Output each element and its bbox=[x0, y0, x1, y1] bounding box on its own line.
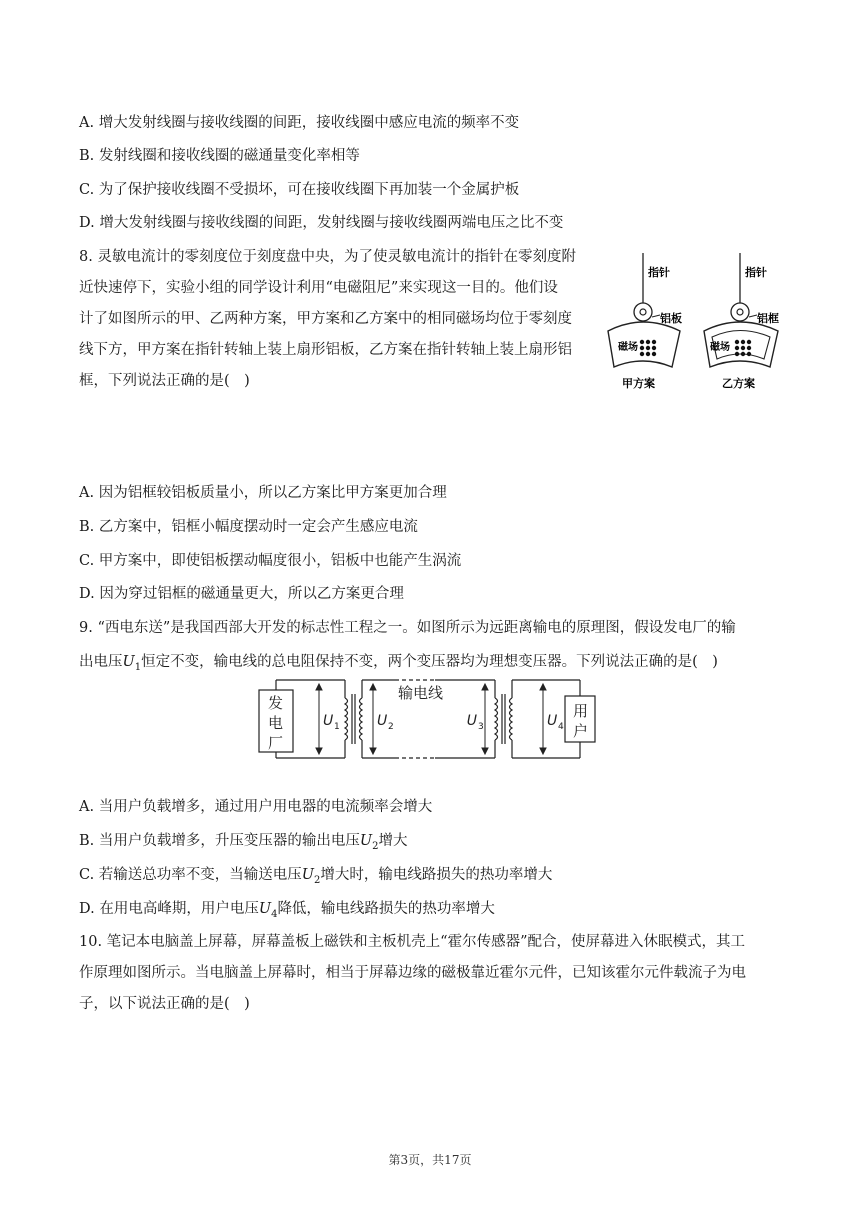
q9-option-c: C. 若输送总功率不变，当输送电压$U_2$增大时，输电线路损失的热功率增大 bbox=[79, 867, 553, 886]
pointer-label: 指针 bbox=[648, 266, 670, 279]
plan-a-diagram bbox=[608, 253, 682, 390]
pointer-label: 指针 bbox=[745, 266, 767, 279]
q10-stem-line: 10. 笔记本电脑盖上屏幕，屏幕盖板上磁铁和主板机壳上“霍尔传感器”配合，使屏幕进入休眠模式，其工 bbox=[79, 934, 745, 950]
q8-stem-line: 线下方，甲方案在指针转轴上装上扇形铝板，乙方案在指针转轴上装上扇形铝 bbox=[79, 342, 572, 358]
user-label-char: 户 bbox=[573, 722, 589, 740]
q9-option-d: D. 在用电高峰期，用户电压$U_4$降低，输电线路损失的热功率增大 bbox=[79, 901, 495, 920]
q7-option-a: A. 增大发射线圈与接收线圈的间距，接收线圈中感应电流的频率不变 bbox=[79, 115, 520, 131]
q8-stem-line: 8. 灵敏电流计的零刻度位于刻度盘中央，为了使灵敏电流计的指针在零刻度附 bbox=[79, 249, 576, 265]
plan-a-caption: 甲方案 bbox=[622, 377, 655, 390]
q9-stem-line-2: 出电压$U_1$恒定不变，输电线的总电阻保持不变，两个变压器均为理想变压器。下列说法正确的是( ) bbox=[79, 654, 718, 673]
plant-label-char: 电 bbox=[268, 714, 284, 732]
plant-label-char: 发 bbox=[268, 694, 284, 712]
q9-stem-line-1: 9. “西电东送”是我国西部大开发的标志性工程之一。如图所示为远距离输电的原理图，假设发电厂的输 bbox=[79, 620, 736, 636]
q8-stem-line: 计了如图所示的甲、乙两种方案，甲方案和乙方案中的相同磁场均位于零刻度 bbox=[79, 311, 572, 327]
transmission-line-label: 输电线 bbox=[398, 684, 444, 702]
q7-option-b: B. 发射线圈和接收线圈的磁通量变化率相等 bbox=[79, 148, 360, 164]
q9-option-b: B. 当用户负载增多，升压变压器的输出电压$U_2$增大 bbox=[79, 833, 408, 852]
q8-stem-line: 近快速停下，实验小组的同学设计利用“电磁阻尼”来实现这一目的。他们设 bbox=[79, 280, 558, 296]
plan-b-diagram bbox=[704, 253, 779, 390]
frame-label: 铝框 bbox=[757, 312, 779, 325]
q8-stem bbox=[79, 242, 576, 397]
q7-option-c: C. 为了保护接收线圈不受损坏，可在接收线圈下再加装一个金属护板 bbox=[79, 182, 520, 198]
u1-subscript: 1 bbox=[334, 722, 340, 732]
q8-figure bbox=[600, 245, 790, 395]
plant-label-char: 厂 bbox=[268, 734, 284, 752]
plan-b-caption: 乙方案 bbox=[722, 377, 755, 390]
q10-stem bbox=[79, 927, 746, 1020]
u1-label: U bbox=[323, 713, 334, 729]
q10-stem-line: 子，以下说法正确的是( ) bbox=[79, 996, 250, 1012]
q8-stem-line: 框，下列说法正确的是( ) bbox=[79, 373, 250, 389]
u4-subscript: 4 bbox=[558, 722, 564, 732]
q7-option-d: D. 增大发射线圈与接收线圈的间距，发射线圈与接收线圈两端电压之比不变 bbox=[79, 215, 564, 231]
q8-option-a: A. 因为铝框较铝板质量小，所以乙方案比甲方案更加合理 bbox=[79, 485, 447, 501]
q10-stem-line: 作原理如图所示。当电脑盖上屏幕时，相当于屏幕边缘的磁极靠近霍尔元件，已知该霍尔元件载流子为电 bbox=[79, 965, 746, 981]
q8-option-c: C. 甲方案中，即使铝板摆动幅度很小，铝板中也能产生涡流 bbox=[79, 553, 462, 569]
u3-subscript: 3 bbox=[478, 722, 484, 732]
q8-option-d: D. 因为穿过铝框的磁通量更大，所以乙方案更合理 bbox=[79, 586, 404, 602]
u3-label: U bbox=[466, 713, 477, 729]
q9-circuit-figure bbox=[255, 676, 600, 762]
field-label: 磁场 bbox=[710, 342, 730, 353]
q9-option-a: A. 当用户负载增多，通过用户用电器的电流频率会增大 bbox=[79, 799, 433, 815]
u2-label: U bbox=[377, 713, 388, 729]
q8-option-b: B. 乙方案中，铝框小幅度摆动时一定会产生感应电流 bbox=[79, 519, 418, 535]
u2-subscript: 2 bbox=[388, 722, 394, 732]
plate-label: 铝板 bbox=[660, 312, 682, 325]
u4-label: U bbox=[547, 713, 558, 729]
user-label-char: 用 bbox=[573, 702, 589, 720]
page-footer: 第3页，共17页 bbox=[388, 1153, 472, 1167]
field-label: 磁场 bbox=[618, 342, 638, 353]
